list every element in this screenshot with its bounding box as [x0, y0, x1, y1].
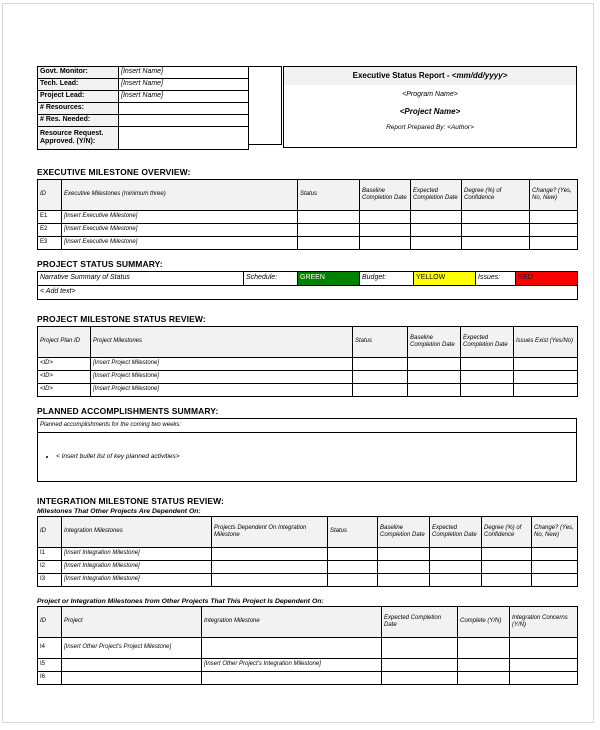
table-row: [38, 103, 249, 115]
cell-complete[interactable]: [458, 659, 510, 672]
integration-milestone-section: [37, 496, 577, 685]
table-row: [38, 672, 578, 685]
cell-id: I5: [38, 659, 62, 672]
cell-confidence[interactable]: [482, 548, 532, 561]
cell-confidence[interactable]: [462, 237, 530, 250]
project-milestone-section: [37, 314, 577, 397]
info-value-res-needed[interactable]: [119, 115, 249, 127]
section-title-planned-accomplishments: PLANNED ACCOMPLISHMENTS SUMMARY:: [37, 406, 219, 416]
col-header-expected-completion-date: Expected Completion Date: [411, 180, 462, 211]
cell-confidence[interactable]: [482, 574, 532, 587]
cell-baseline-date[interactable]: [378, 548, 430, 561]
cell-status[interactable]: [328, 548, 378, 561]
cell-baseline-date[interactable]: [378, 574, 430, 587]
cell-status[interactable]: [328, 574, 378, 587]
info-value-num-resources[interactable]: [119, 103, 249, 115]
report-title: [284, 67, 576, 85]
cell-change[interactable]: [530, 237, 578, 250]
col-header-issues-exist: Issues Exist (Yes/No): [514, 327, 578, 358]
col-header-expected-completion-date: Expected Completion Date: [430, 517, 482, 548]
table-header-row: [38, 180, 578, 211]
project-info-table: [37, 66, 249, 150]
cell-expected-date[interactable]: [461, 358, 514, 371]
table-row: [38, 67, 249, 79]
narrative-summary-label: Narrative Summary of Status: [38, 272, 244, 286]
info-label-num-resources: # Resources:: [38, 103, 119, 115]
cell-change[interactable]: [532, 574, 578, 587]
planned-accomplishments-header: Planned accomplishments for the coming two weeks:: [38, 419, 577, 433]
cell-expected-date[interactable]: [430, 561, 482, 574]
planned-accomplishments-table: [37, 418, 577, 482]
table-row: [38, 638, 578, 659]
info-value-govt-monitor[interactable]: [Insert Name]: [119, 67, 249, 79]
document-page: [2, 3, 594, 723]
table-row: [38, 371, 578, 384]
cell-confidence[interactable]: [462, 211, 530, 224]
cell-change[interactable]: [530, 211, 578, 224]
info-label-tech-lead: Tech. Lead:: [38, 79, 119, 91]
table-row: [38, 574, 578, 587]
budget-label: Budget:: [360, 272, 414, 286]
integration-milestone-table-a: [37, 516, 578, 587]
table-row: [38, 91, 249, 103]
executive-milestone-table: [37, 179, 578, 250]
cell-projects-dependent[interactable]: [212, 574, 328, 587]
cell-baseline-date[interactable]: [408, 358, 461, 371]
report-names: [284, 85, 576, 131]
prepared-by: Report Prepared By: <Author>: [386, 124, 474, 131]
planned-activities-list: [40, 453, 574, 461]
cell-id: I4: [38, 638, 62, 659]
project-status-summary-section: [37, 259, 577, 300]
col-header-expected-completion-date: Expected Completion Date: [461, 327, 514, 358]
report-sheet: [37, 66, 577, 685]
cell-complete[interactable]: [458, 672, 510, 685]
cell-integration-milestone[interactable]: [Insert Other Project's Integration Milestone]: [202, 659, 382, 672]
report-title-text: Executive Status Report -: [352, 71, 452, 80]
info-label-resource-request-approved: Resource Request. Approved. (Y/N):: [38, 127, 119, 150]
project-name: <Project Name>: [399, 107, 461, 116]
cell-baseline-date[interactable]: [408, 371, 461, 384]
cell-milestone[interactable]: [Insert Executive Milestone]: [62, 237, 298, 250]
col-header-id: ID: [38, 180, 62, 211]
status-badge-issues[interactable]: RED: [516, 272, 578, 286]
cell-confidence[interactable]: [462, 224, 530, 237]
table-row: [38, 433, 577, 482]
issues-label: Issues:: [476, 272, 516, 286]
cell-integration-milestone[interactable]: [202, 672, 382, 685]
cell-project[interactable]: [62, 672, 202, 685]
cell-id[interactable]: <ID>: [38, 371, 91, 384]
cell-expected-date[interactable]: [382, 638, 458, 659]
cell-change[interactable]: [530, 224, 578, 237]
section-title-executive-milestone: EXECUTIVE MILESTONE OVERVIEW:: [37, 167, 191, 177]
table-row: [38, 79, 249, 91]
cell-id: I6: [38, 672, 62, 685]
col-header-id: ID: [38, 607, 62, 638]
table-row: [38, 224, 578, 237]
cell-issues-exist[interactable]: [514, 358, 578, 371]
cell-baseline-date[interactable]: [360, 237, 411, 250]
cell-confidence[interactable]: [482, 561, 532, 574]
cell-expected-date[interactable]: [430, 574, 482, 587]
cell-id: I3: [38, 574, 62, 587]
cell-integration-concerns[interactable]: [510, 659, 578, 672]
cell-id[interactable]: <ID>: [38, 384, 91, 397]
table-row: [38, 127, 249, 150]
cell-complete[interactable]: [458, 638, 510, 659]
cell-baseline-date[interactable]: [408, 384, 461, 397]
cell-status[interactable]: [298, 211, 360, 224]
cell-status[interactable]: [353, 384, 408, 397]
cell-status[interactable]: [298, 237, 360, 250]
col-header-expected-completion-date: Expected Completion Date: [382, 607, 458, 638]
project-status-summary-table: [37, 271, 578, 300]
info-label-govt-monitor: Govt. Monitor:: [38, 67, 119, 79]
executive-status-panel: [283, 66, 577, 148]
cell-status[interactable]: [328, 561, 378, 574]
cell-id[interactable]: <ID>: [38, 358, 91, 371]
cell-milestone[interactable]: [Insert Project Milestone]: [91, 358, 353, 371]
cell-id: E1: [38, 211, 62, 224]
cell-change[interactable]: [532, 561, 578, 574]
info-value-resource-request-approved[interactable]: [119, 127, 249, 150]
col-header-integration-milestones: Integration Milestones: [62, 517, 212, 548]
col-header-project-milestones: Project Milestones: [91, 327, 353, 358]
status-badge-schedule[interactable]: GREEN: [298, 272, 360, 286]
table-row: [38, 272, 578, 286]
info-table-filler-column: [249, 66, 282, 145]
cell-id: E3: [38, 237, 62, 250]
col-header-executive-milestones: Executive Milestones (minimum three): [62, 180, 298, 211]
col-header-baseline-completion-date: Baseline Completion Date: [378, 517, 430, 548]
cell-project[interactable]: [62, 659, 202, 672]
section-title-project-milestone: PROJECT MILESTONE STATUS REVIEW:: [37, 314, 206, 324]
cell-milestone[interactable]: [Insert Project Milestone]: [91, 384, 353, 397]
col-header-status: Status: [298, 180, 360, 211]
status-badge-budget[interactable]: YELLOW: [414, 272, 476, 286]
planned-accomplishments-body[interactable]: [38, 433, 577, 482]
schedule-label: Schedule:: [244, 272, 298, 286]
cell-integration-concerns[interactable]: [510, 638, 578, 659]
cell-baseline-date[interactable]: [378, 561, 430, 574]
cell-status[interactable]: [298, 224, 360, 237]
table-header-row: [38, 517, 578, 548]
integration-subtitle-we-depend-on: Project or Integration Milestones from Other Projects That This Project Is Dependent On:: [37, 598, 324, 605]
cell-expected-date[interactable]: [411, 224, 462, 237]
cell-id: I2: [38, 561, 62, 574]
col-header-baseline-completion-date: Baseline Completion Date: [408, 327, 461, 358]
info-value-project-lead[interactable]: [Insert Name]: [119, 91, 249, 103]
integration-subtitle-dependent-on-us: Milestones That Other Projects Are Dependent On:: [37, 508, 201, 515]
cell-expected-date[interactable]: [382, 672, 458, 685]
col-header-integration-milestone: Integration Milestone: [202, 607, 382, 638]
col-header-status: Status: [328, 517, 378, 548]
cell-milestone[interactable]: [Insert Integration Milestone]: [62, 574, 212, 587]
table-row: [38, 548, 578, 561]
col-header-change: Change? (Yes, No, New): [532, 517, 578, 548]
col-header-complete: Complete (Y/N): [458, 607, 510, 638]
table-row: [38, 286, 578, 300]
cell-id: E2: [38, 224, 62, 237]
table-row: [38, 384, 578, 397]
table-row: [38, 115, 249, 127]
table-row: [38, 211, 578, 224]
info-label-res-needed: # Res. Needed:: [38, 115, 119, 127]
col-header-integration-concerns: Integration Concerns (Y/N): [510, 607, 578, 638]
col-header-status: Status: [353, 327, 408, 358]
col-header-baseline-completion-date: Baseline Completion Date: [360, 180, 411, 211]
cell-projects-dependent[interactable]: [212, 548, 328, 561]
cell-project[interactable]: [Insert Other Project's Project Milestone]: [62, 638, 202, 659]
cell-baseline-date[interactable]: [360, 211, 411, 224]
cell-milestone[interactable]: [Insert Integration Milestone]: [62, 548, 212, 561]
col-header-change: Change? (Yes, No, New): [530, 180, 578, 211]
cell-status[interactable]: [353, 371, 408, 384]
program-name: <Program Name>: [402, 91, 458, 98]
integration-milestone-table-b: [37, 606, 578, 685]
table-row: [38, 419, 577, 433]
list-item[interactable]: • < Insert bullet list of key planned activities>: [56, 453, 574, 461]
cell-issues-exist[interactable]: [514, 384, 578, 397]
table-row: [38, 358, 578, 371]
cell-status[interactable]: [353, 358, 408, 371]
cell-change[interactable]: [532, 548, 578, 561]
table-header-row: [38, 327, 578, 358]
narrative-summary-body[interactable]: < Add text>: [38, 286, 578, 300]
section-title-project-status-summary: PROJECT STATUS SUMMARY:: [37, 259, 163, 269]
section-title-integration-milestone: INTEGRATION MILESTONE STATUS REVIEW:: [37, 496, 224, 506]
cell-baseline-date[interactable]: [360, 224, 411, 237]
project-milestone-table: [37, 326, 578, 397]
report-header: [37, 66, 577, 158]
cell-expected-date[interactable]: [430, 548, 482, 561]
planned-accomplishments-section: [37, 406, 577, 482]
cell-expected-date[interactable]: [382, 659, 458, 672]
cell-projects-dependent[interactable]: [212, 561, 328, 574]
executive-milestone-section: [37, 167, 577, 250]
table-header-row: [38, 607, 578, 638]
col-header-project: Project: [62, 607, 202, 638]
col-header-degree-of-confidence: Degree (%) of Confidence: [482, 517, 532, 548]
cell-issues-exist[interactable]: [514, 371, 578, 384]
info-label-project-lead: Project Lead:: [38, 91, 119, 103]
cell-expected-date[interactable]: [411, 211, 462, 224]
cell-id: I1: [38, 548, 62, 561]
cell-expected-date[interactable]: [461, 384, 514, 397]
cell-milestone[interactable]: [Insert Project Milestone]: [91, 371, 353, 384]
cell-milestone[interactable]: [Insert Executive Milestone]: [62, 224, 298, 237]
table-row: [38, 659, 578, 672]
col-header-id: ID: [38, 517, 62, 548]
cell-milestone[interactable]: [Insert Executive Milestone]: [62, 211, 298, 224]
cell-expected-date[interactable]: [411, 237, 462, 250]
report-title-date: <mm/dd/yyyy>: [451, 71, 508, 80]
cell-milestone[interactable]: [Insert Integration Milestone]: [62, 561, 212, 574]
col-header-project-plan-id: Project Plan ID: [38, 327, 91, 358]
table-row: [38, 561, 578, 574]
col-header-degree-of-confidence: Degree (%) of Confidence: [462, 180, 530, 211]
cell-expected-date[interactable]: [461, 371, 514, 384]
info-value-tech-lead[interactable]: [Insert Name]: [119, 79, 249, 91]
table-row: [38, 237, 578, 250]
cell-integration-concerns[interactable]: [510, 672, 578, 685]
col-header-projects-dependent-on: Projects Dependent On Integration Milestone: [212, 517, 328, 548]
cell-integration-milestone[interactable]: [202, 638, 382, 659]
